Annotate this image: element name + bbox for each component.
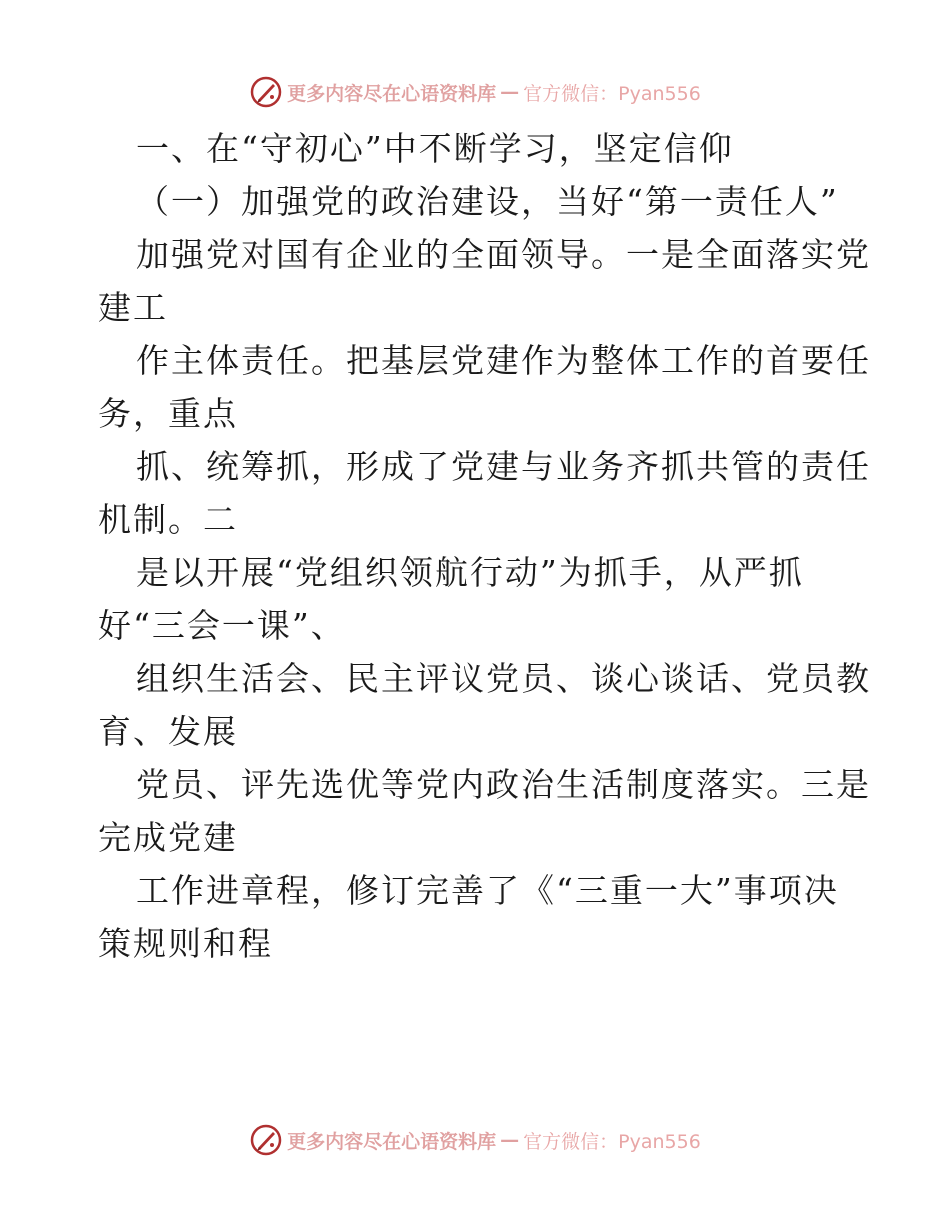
- header-site-text: 更多内容尽在心语资料库: [287, 82, 497, 105]
- document-body: [98, 122, 871, 970]
- paragraph-line: 工作进章程，修订完善了《“三重一大”事项决: [136, 871, 839, 910]
- header-wechat-text: 官方微信：Pyan556: [523, 82, 701, 105]
- paragraph-line: 组织生活会、民主评议党员、谈心谈话、党员教: [136, 659, 871, 698]
- footer-separator: —: [500, 1129, 520, 1151]
- paragraph-line: 抓、统筹抓，形成了党建与业务齐抓共管的责任: [136, 447, 871, 486]
- quill-pen-logo-icon: [249, 75, 283, 109]
- paragraph-line: 策规则和程: [98, 924, 273, 963]
- header-watermark-banner: [0, 72, 950, 112]
- paragraph-line: 党员、评先选优等党内政治生活制度落实。三是: [136, 765, 871, 804]
- footer-watermark-banner: [0, 1120, 950, 1160]
- header-separator: —: [500, 81, 520, 103]
- paragraph-line: 加强党对国有企业的全面领导。一是全面落实党: [136, 235, 871, 274]
- quill-pen-logo-icon: [249, 1123, 283, 1157]
- paragraph-line: 完成党建: [98, 818, 238, 857]
- paragraph-line: 育、发展: [98, 712, 238, 751]
- paragraph-line: 好“三会一课”、: [98, 606, 346, 645]
- footer-site-text: 更多内容尽在心语资料库: [287, 1130, 497, 1153]
- paragraph-line: 是以开展“党组织领航行动”为抓手，从严抓: [136, 553, 804, 592]
- subsection-heading: （一）加强党的政治建设，当好“第一责任人”: [136, 182, 839, 221]
- paragraph-line: 务，重点: [98, 394, 238, 433]
- paragraph-line: 建工: [98, 288, 168, 327]
- paragraph-line: 作主体责任。把基层党建作为整体工作的首要任: [136, 341, 871, 380]
- section-heading: 一、在“守初心”中不断学习，坚定信仰: [136, 129, 734, 168]
- footer-wechat-text: 官方微信：Pyan556: [523, 1130, 701, 1153]
- paragraph-line: 机制。二: [98, 500, 238, 539]
